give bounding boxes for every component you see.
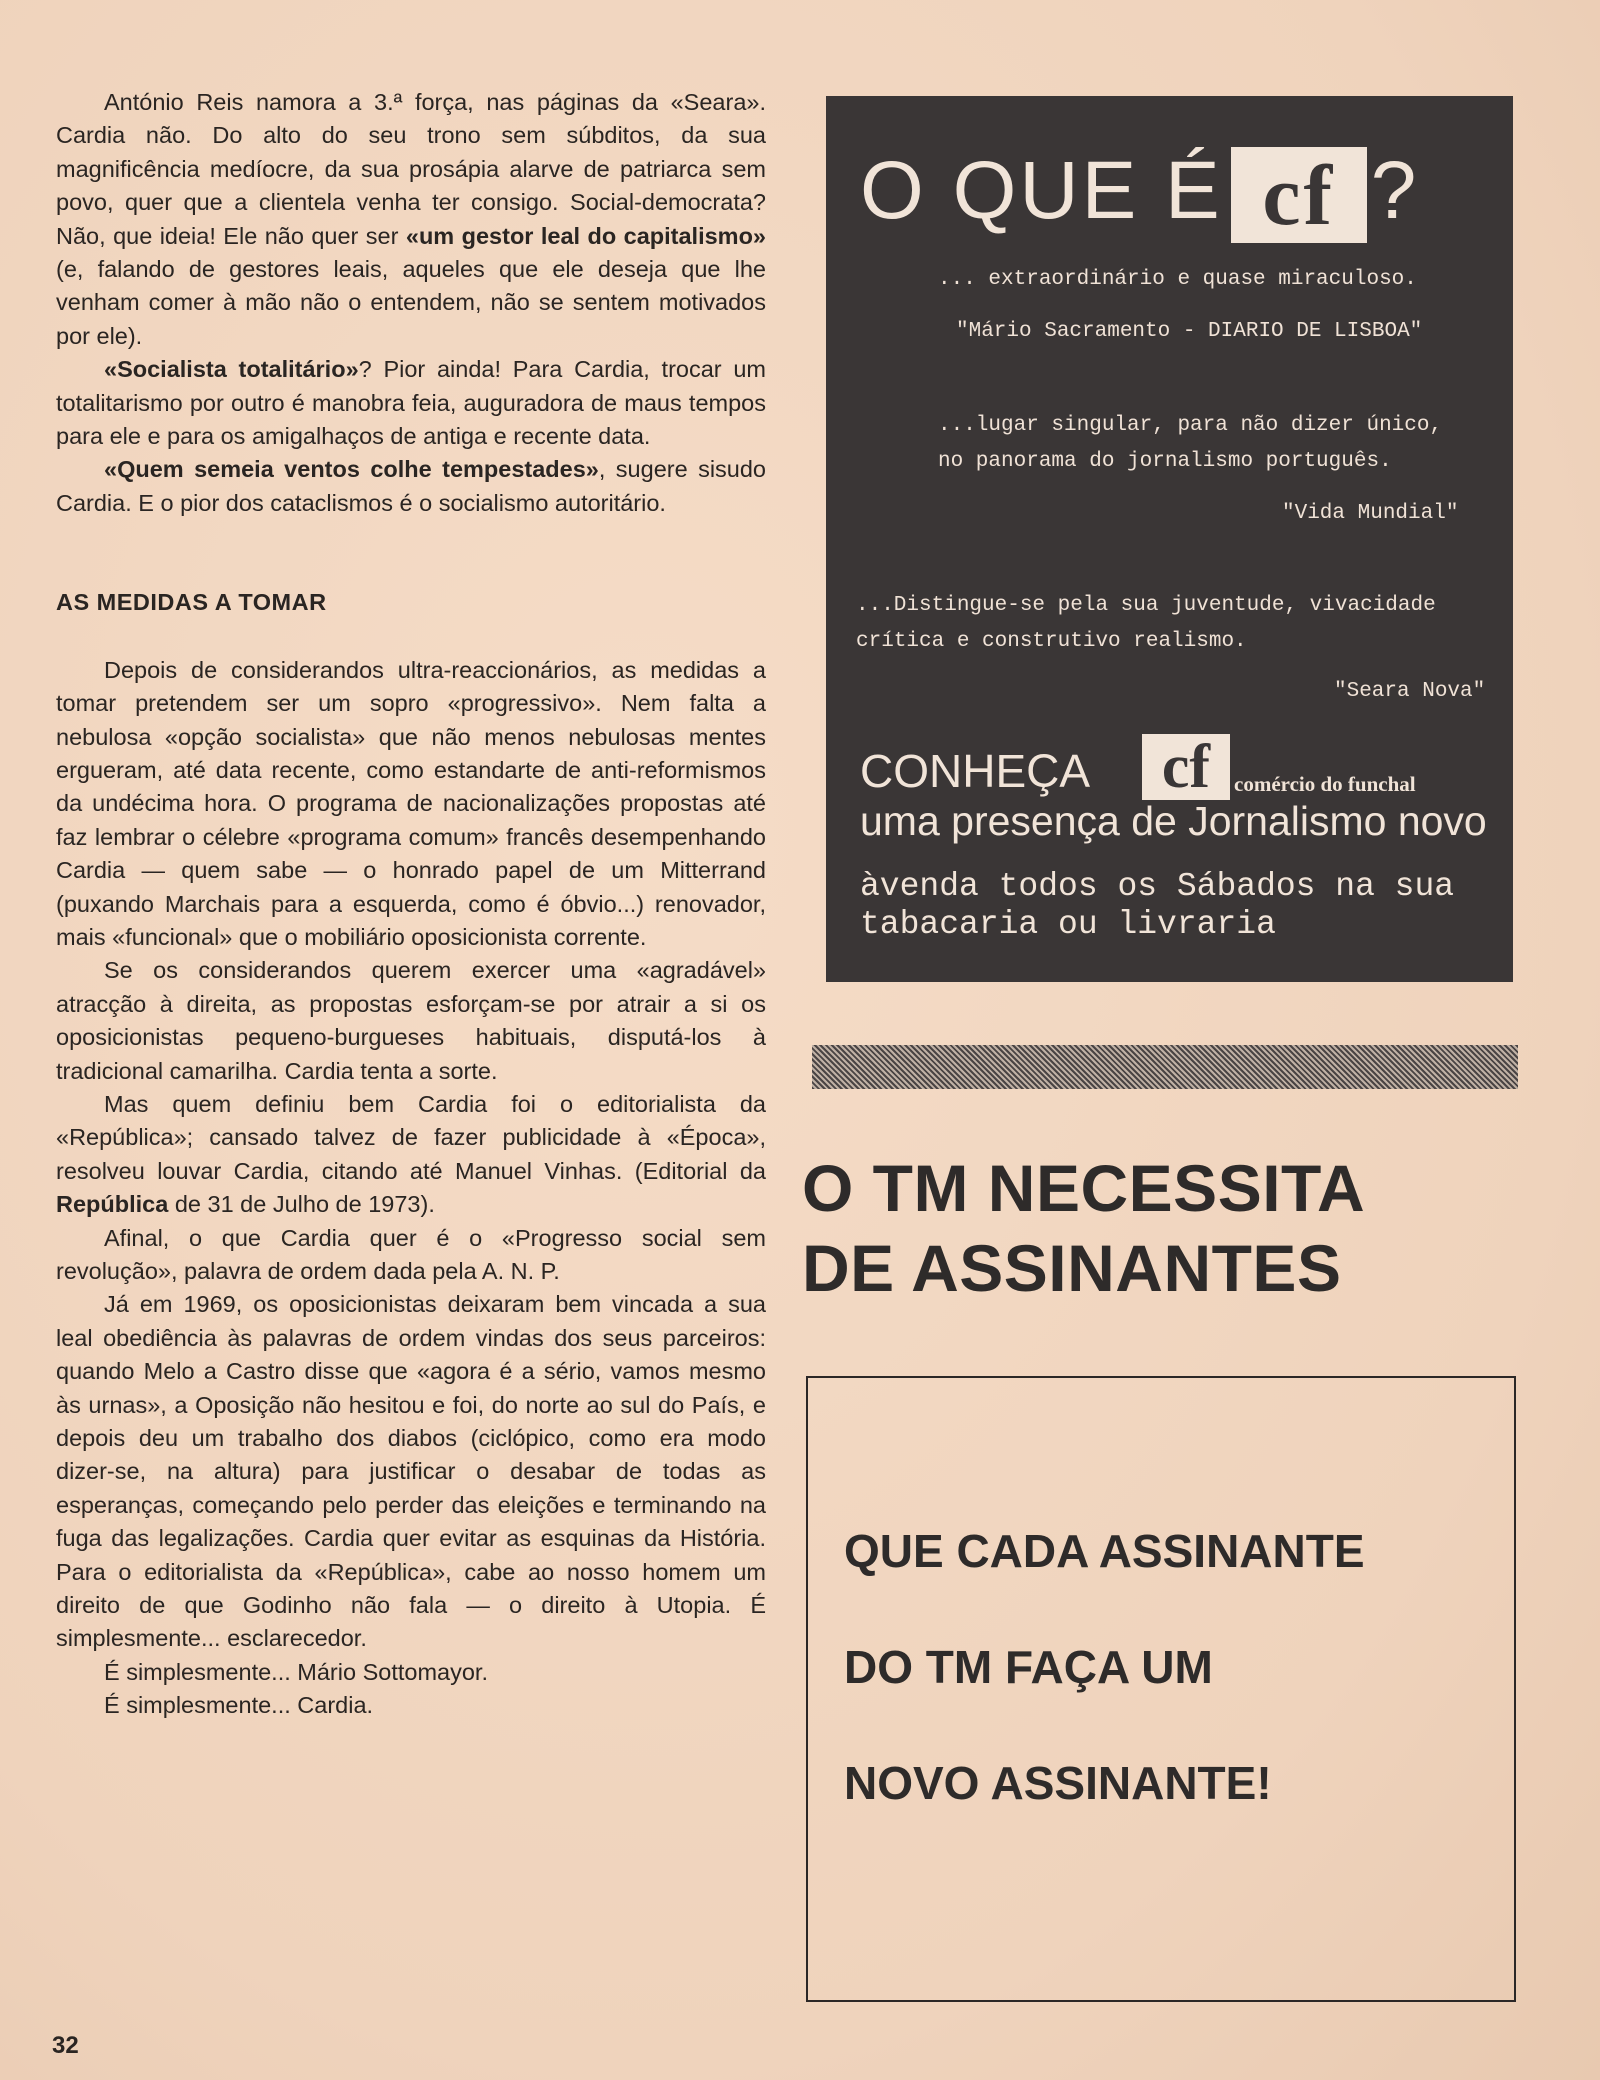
subscriber-notice-box <box>806 1376 1516 2002</box>
article-text: (e, falando de gestores leais, aqueles que ele deseja que lhe venham comer à mão não o entendem, não se sentem motivados por ele). <box>56 256 766 349</box>
ad-quote: ... extraordinário e quase miraculoso. <box>938 268 1417 291</box>
article-paragraph: É simplesmente... Cardia. <box>104 1692 374 1719</box>
ad-sale-info <box>860 868 1454 944</box>
article-text: ? Pior ainda! Para Cardia, trocar um totalitarismo por outro é manobra feia, auguradora de maus tempos para ele e para os amigalhaços de antiga e recente data. <box>56 356 766 450</box>
article-emphasis: «Socialista totalitário» <box>104 356 359 383</box>
ad-quote: ...lugar singular, para não dizer único, <box>938 414 1443 437</box>
hatched-divider <box>812 1045 1518 1089</box>
cf-logo: cf <box>1231 147 1367 243</box>
cf-logo-small: cf <box>1142 734 1230 800</box>
article-text: de 31 de Julho de 1973). <box>168 1191 435 1218</box>
subscribers-headline <box>802 1148 1365 1308</box>
ad-tagline: uma presença de Jornalismo novo <box>860 798 1487 844</box>
ad-title-question: ? <box>1370 145 1420 236</box>
ad-conheca: CONHEÇA <box>860 745 1091 797</box>
headline-line: O TM NECESSITA <box>802 1151 1366 1225</box>
article-paragraph: Se os considerandos querem exercer uma «agradável» atracção à direita, as propostas esforçam-se por atrair a si os oposicionistas pequeno-burgueses habituais, disputá-los à tradicional camarilha. Cardia tenta a sorte. <box>56 957 766 1084</box>
section-subheading: AS MEDIDAS A TOMAR <box>56 589 327 616</box>
advertisement-box <box>826 96 1513 982</box>
article-text: Mas quem definiu bem Cardia foi o editorialista da «República»; cansado talvez de fazer publicidade à «Época», resolveu louvar Cardia, citando até Manuel Vinhas. (Editorial da <box>56 1090 766 1184</box>
article-paragraph <box>56 453 766 520</box>
ad-quote-source: "Mário Sacramento - DIARIO DE LISBOA" <box>956 320 1423 343</box>
article-text: , sugere sisudo Cardia. E o pior dos cataclismos é o socialismo autoritário. <box>56 456 767 516</box>
article-text: António Reis namora a 3.ª força, nas páginas da «Seara». Cardia não. Do alto do seu trono sem súbditos, da sua magnificência medíocre, da sua prosápia alarve de patriarca sem povo, quer que a clientela venha ter consigo. Social-democrata? Não, que ideia! Ele não quer ser <box>56 89 766 249</box>
article-paragraph <box>56 353 766 453</box>
ad-title <box>860 144 1419 243</box>
notice-line: NOVO ASSINANTE! <box>844 1757 1272 1809</box>
article-emphasis: «Quem semeia ventos colhe tempestades» <box>104 456 599 483</box>
ad-quote-source: "Seara Nova" <box>1334 680 1486 703</box>
ad-quote: no panorama do jornalismo português. <box>938 450 1392 473</box>
article-paragraph: Depois de considerandos ultra-reaccionários, as medidas a tomar pretendem ser um sopro «progressivo». Nem falta a nebulosa «opção socialista» que não menos nebulosas mentes ergueram, até data recente, como estandarte de anti-reformismos da undécima hora. O programa de nacionalizações propostas até faz lembrar o célebre «programa comum» francês desempenhando Cardia — quem sabe — o honrado papel de um Mitterrand (puxando Marchais para a esquerda, como é óbvio...) renovador, mais «funcional» que o mobiliário oposicionista corrente. <box>56 656 766 950</box>
article-column <box>56 86 766 1723</box>
ad-quote-source: "Vida Mundial" <box>1282 502 1459 525</box>
article-emphasis: «um gestor leal do capitalismo» <box>405 222 766 249</box>
ad-sale-line: àvenda todos os Sábados na sua <box>860 868 1455 905</box>
page-number: 32 <box>52 2032 79 2059</box>
article-paragraph: É simplesmente... Mário Sottomayor. <box>104 1658 488 1685</box>
article-paragraph: Afinal, o que Cardia quer é o «Progresso social sem revolução», palavra de ordem dada pela A. N. P. <box>56 1224 766 1284</box>
article-paragraph <box>56 1088 766 1222</box>
ad-title-text: O QUE É <box>860 145 1223 236</box>
ad-sale-line: tabacaria ou livraria <box>860 906 1276 943</box>
newspaper-name: comércio do funchal <box>1234 772 1416 796</box>
ad-quote: crítica e construtivo realismo. <box>856 630 1247 653</box>
notice-line: DO TM FAÇA UM <box>844 1641 1213 1693</box>
article-paragraph: Já em 1969, os oposicionistas deixaram bem vincada a sua leal obediência às palavras de ordem vindas dos seus parceiros: quando Melo a Castro disse que «agora é a sério, vamos mesmo às urnas», a Oposição não hesitou e foi, do norte ao sul do País, e depois deu um trabalho dos diabos (ciclópico, como era modo dizer-se, na altura) para justificar o desabar de todas as esperanças, começando pelo perder das eleições e terminando na fuga das legalizações. Cardia quer evitar as esquinas da História. Para o editorialista da «República», cabe ao nosso homem um direito de que Godinho não fala — o direito à Utopia. É simplesmente... esclarecedor. <box>56 1291 766 1652</box>
headline-line: DE ASSINANTES <box>802 1231 1342 1305</box>
article-paragraph <box>56 86 766 353</box>
notice-line: QUE CADA ASSINANTE <box>844 1525 1365 1577</box>
ad-quote: ...Distingue-se pela sua juventude, vivacidade <box>856 594 1436 617</box>
article-emphasis: República <box>56 1191 169 1218</box>
